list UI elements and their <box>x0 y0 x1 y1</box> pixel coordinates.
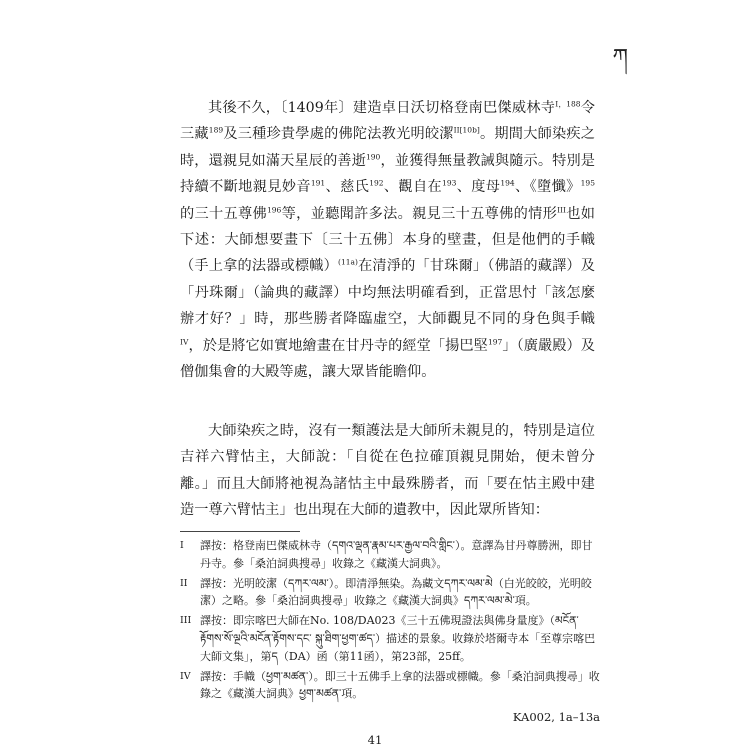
footnote-ref: 189 <box>208 125 224 135</box>
footnote-number: I <box>180 540 184 551</box>
text-run: ，並獲得無量教誡與隨示。特別是持續不斷地親見妙音 <box>180 152 595 196</box>
footnote-ref: 190 <box>366 152 381 162</box>
text-run: 、度母 <box>456 179 501 196</box>
footnote-1 <box>180 537 600 573</box>
footnote-divider <box>180 531 300 532</box>
text-run: 的三十五尊佛 <box>180 205 267 222</box>
footnote-4 <box>180 668 600 704</box>
text-run: ，於是將它如實地繪畫在甘丹寺的經堂「揚巴堅 <box>188 337 488 354</box>
footnote-ref: 196 <box>266 204 282 214</box>
paragraph-1 <box>180 95 595 385</box>
footnotes <box>180 537 600 705</box>
footnote-ref: 197 <box>487 336 503 346</box>
footnote-ref: [10b] <box>459 125 480 135</box>
footnote-number: II <box>180 577 188 589</box>
text-run: 、《墮懺》 <box>514 179 581 196</box>
paragraph-2-text: 大師染疾之時，沒有一類護法是大師所未親見的，特別是這位吉祥六臂怙主，大師說：「自從在色拉確頂親見開始，便未曾分離。」而且大師將祂視為諸怙主中最殊勝者，而「要在怙主殿中建造一尊六臂怙主」也出現在大師的遺教中，因此眾所皆知： <box>180 423 595 519</box>
footnote-text: 譯按：手幟（ཕྱག་མཚན་）。即三十五佛手上拿的法器或標幟。參「桑泊詞典搜尋」收錄之《藏漢大詞典》ཕྱག་མཚན་項。 <box>200 669 600 701</box>
footnote-ref: IV <box>180 336 189 346</box>
text-run: 等，並聽聞許多法。親見三十五尊佛的情形 <box>281 205 558 222</box>
footnote-2 <box>180 575 600 611</box>
footnote-ref: 195 <box>580 178 595 188</box>
paragraph-1-text <box>180 95 595 385</box>
footnote-number: IV <box>180 670 191 682</box>
footnote-3 <box>180 612 600 665</box>
text-run: 其後不久，〔1409年〕建造卓日沃切格登南巴傑威林寺 <box>208 100 556 116</box>
text-run: 、慈氏 <box>325 179 370 196</box>
footnote-ref: (11a) <box>338 257 358 267</box>
footnote-ref: I，188 <box>555 99 581 109</box>
page-number: 41 <box>367 733 383 747</box>
tibetan-corner-mark: ཀ <box>612 45 628 70</box>
source-reference: KA002, 1a–13a <box>512 710 600 724</box>
footnote-text: 譯按：光明皎潔（དཀར་ལམ་）。即清淨無染。為藏文དཀར་ལམ་མེ（白光皎皎，光明皎潔）之略。參「桑泊詞典搜尋」收錄之《藏漢大詞典》དཀར་ལམ་མེ་項。 <box>200 576 592 608</box>
footnote-ref: 191 <box>310 178 326 188</box>
text-run: 及三種珍貴學處的佛陀法教光明皎潔 <box>223 126 454 143</box>
paragraph-2 <box>180 418 595 524</box>
footnote-ref: III <box>557 204 566 214</box>
footnote-text: 譯按：格登南巴傑威林寺（དགའ་ལྡན་རྣམ་པར་རྒྱལ་བའི་གླིང་）。意譯為甘丹尊勝洲，即甘丹寺。參「桑泊詞典搜尋」收錄之《藏漢大詞典》。 <box>200 539 593 570</box>
text-run: 、觀自在 <box>383 179 443 196</box>
text-run: 。期間大師染疾之時，還親見如滿天星辰的善逝 <box>180 126 595 169</box>
footnote-ref: 194 <box>500 178 515 188</box>
footnote-text: 譯按：即宗喀巴大師在No. 108/DA023《三十五佛現證法與佛身量度》（མངོན་རྟོགས་སོ་ལྔའི་མངོན་རྟོགས་དང་ སྐུ་ཐིག་ཕྱག་ཚད་）描述的景象。收錄於塔爾寺本「至尊宗喀巴大師文集」，第ད（DA）函（第11函），第23部，25ff。 <box>200 614 596 663</box>
text-run: 在清淨的「甘珠爾」（佛語的藏譯）及「丹珠爾」（論典的藏譯）中均無法明確看到，正當思忖「該怎麼辦才好？」時，那些勝者降臨虛空，大師觀見不同的身色與手幟 <box>180 258 595 328</box>
text-run: 令三藏 <box>180 100 595 143</box>
footnote-ref: 193 <box>442 178 457 188</box>
footnote-ref: 192 <box>369 178 384 188</box>
footnote-ref: II <box>453 125 460 135</box>
footnote-number: III <box>180 615 192 627</box>
text-run: 也如下述：大師想要畫下〔三十五佛〕本身的壁畫，但是他們的手幟（手上拿的法器或標幟） <box>180 205 595 275</box>
text-run: 」（廣嚴殿）及僧伽集會的大殿等處，讓大眾皆能瞻仰。 <box>180 337 595 381</box>
